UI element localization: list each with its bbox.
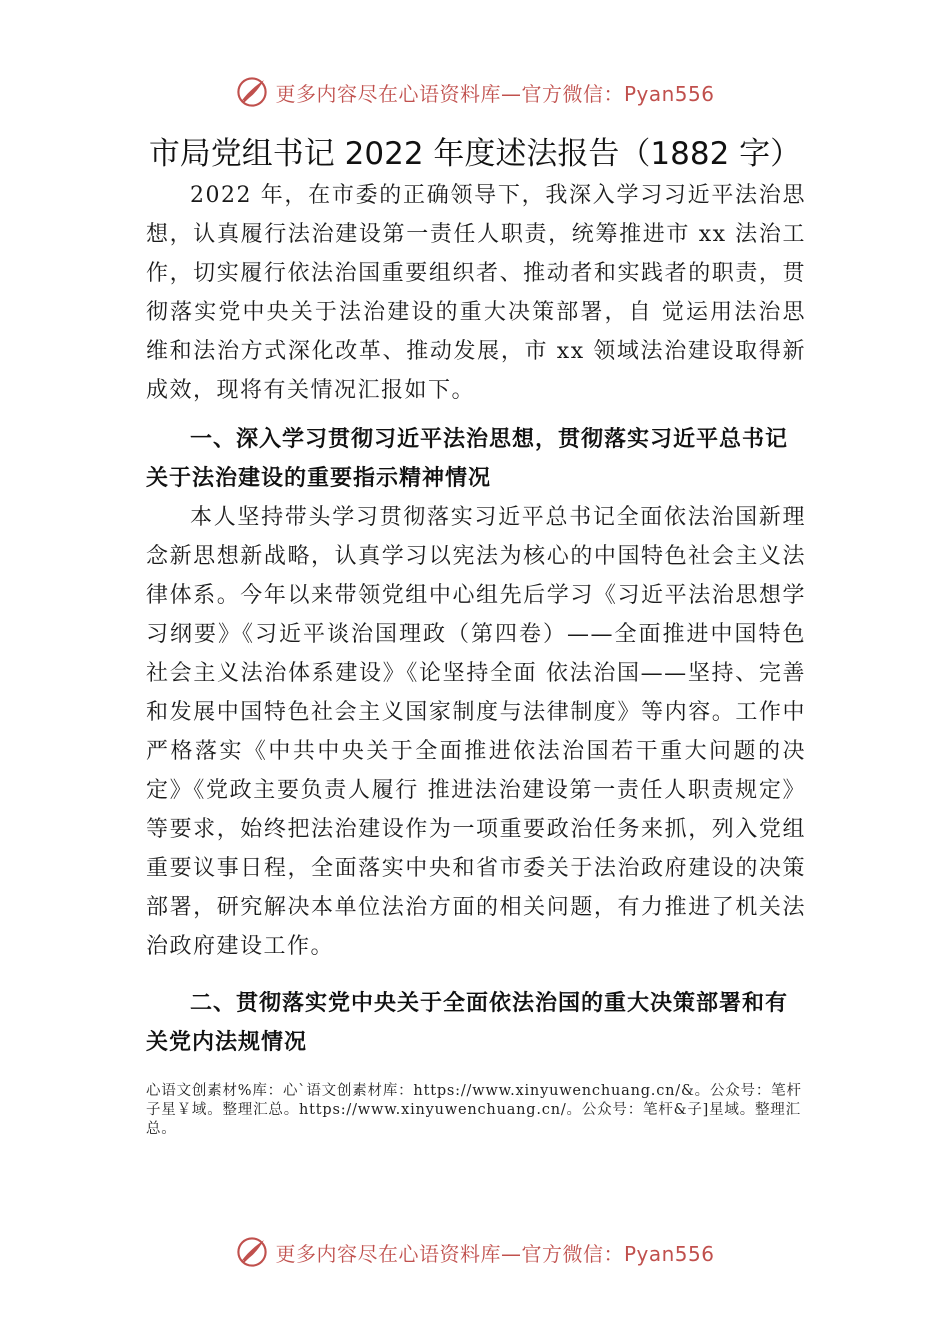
section-1-heading: 一、深入学习贯彻习近平法治思想，贯彻落实习近平总书记关于法治建设的重要指示精神情况	[146, 427, 789, 491]
document-title: 市局党组书记 2022 年度述法报告（1882 字）	[148, 136, 802, 172]
intro-paragraph: 2022 年，在市委的正确领导下，我深入学习习近平法治思想，认真履行法治建设第一责任人职责，统筹推进市 xx 法治工作，切实履行依法治国重要组织者、推动者和实践者的职责，贯彻落实党中央关于法治建设的重大决策部署，自 觉运用法治思维和法治方式深化改革、推动发展，市 xx 领域法治建设取得新成效，现将有关情况汇报如下。	[146, 183, 806, 403]
footer-banner	[0, 1230, 950, 1274]
quill-pen-logo-icon	[235, 75, 269, 109]
footer-source-note: 心语文创素材%库：心`语文创素材库：https://www.xinyuwenchuang.cn/&。公众号：笔杆子星￥域。整理汇总。https://www.xinyuwenchuang.cn/。公众号：笔杆&子]星域。整理汇总。	[146, 1083, 802, 1137]
quill-pen-logo-icon	[235, 1235, 269, 1269]
section-2-heading: 二、贯彻落实党中央关于全面依法治国的重大决策部署和有关党内法规情况	[146, 991, 789, 1055]
banner-text: 更多内容尽在心语资料库—官方微信：Pyan556	[275, 81, 715, 106]
header-banner	[0, 70, 950, 114]
document-body	[146, 176, 806, 1062]
banner-text: 更多内容尽在心语资料库—官方微信：Pyan556	[275, 1241, 715, 1266]
section-1-body: 本人坚持带头学习贯彻落实习近平总书记全面依法治国新理念新思想新战略，认真学习以宪法为核心的中国特色社会主义法律体系。今年以来带领党组中心组先后学习《习近平法治思想学习纲要》《习近平谈治国理政（第四卷）——全面推进中国特色社会主义法治体系建设》《论坚持全面 依法治国——坚持、完善和发展中国特色社会主义国家制度与法律制度》等内容。工作中严格落实《中共中央关于全面推进依法治国若干重大问题的决定》《党政主要负责人履行 推进法治建设第一责任人职责规定》等要求，始终把法治建设作为一项重要政治任务来抓，列入党组重要议事日程，全面落实中央和省市委关于法治政府建设的决策部署，研究解决本单位法治方面的相关问题，有力推进了机关法治政府建设工作。	[146, 505, 806, 959]
